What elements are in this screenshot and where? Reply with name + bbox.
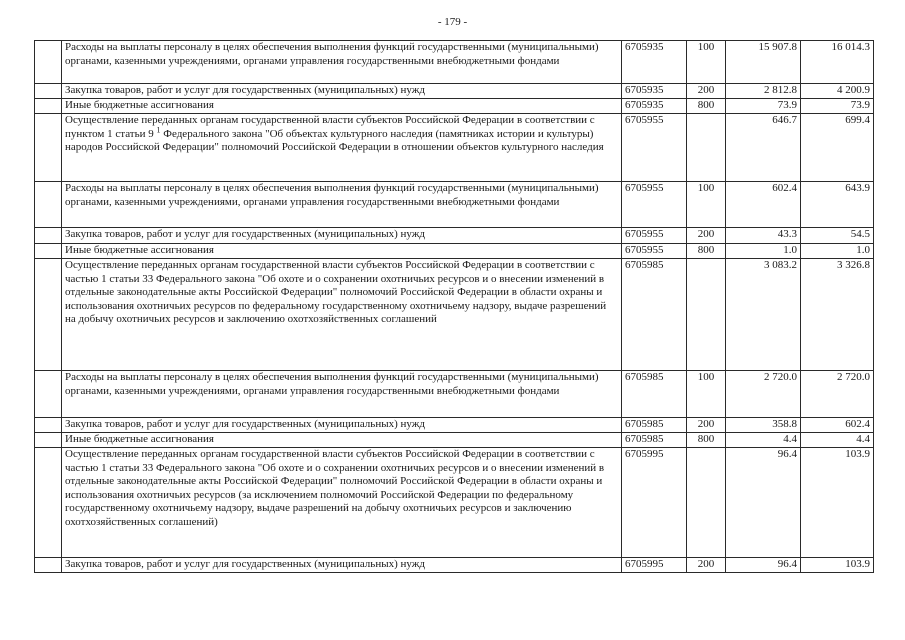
expense-name: Закупка товаров, работ и услуг для государственных (муниципальных) нужд	[62, 558, 622, 573]
expense-type	[687, 114, 726, 182]
expense-type: 200	[687, 228, 726, 244]
expense-type: 200	[687, 558, 726, 573]
blank-cell	[35, 433, 62, 448]
target-code: 6705955	[622, 182, 687, 228]
table-row	[35, 448, 874, 558]
expense-name	[62, 114, 622, 182]
target-code: 6705955	[622, 244, 687, 259]
expense-name: Расходы на выплаты персоналу в целях обеспечения выполнения функций государственными (муниципальными) органами, казенными учреждениями, органами управления государственными внебюджетными фондами	[62, 41, 622, 84]
amount-2: 602.4	[801, 418, 874, 433]
target-code: 6705985	[622, 418, 687, 433]
amount-2: 54.5	[801, 228, 874, 244]
amount-1: 43.3	[726, 228, 801, 244]
blank-cell	[35, 259, 62, 371]
table-row	[35, 558, 874, 573]
amount-2: 103.9	[801, 558, 874, 573]
amount-1: 2 812.8	[726, 84, 801, 99]
target-code: 6705985	[622, 259, 687, 371]
amount-2: 103.9	[801, 448, 874, 558]
table-row	[35, 433, 874, 448]
blank-cell	[35, 418, 62, 433]
table-row	[35, 371, 874, 418]
table-row	[35, 84, 874, 99]
target-code: 6705985	[622, 371, 687, 418]
table-row	[35, 99, 874, 114]
blank-cell	[35, 182, 62, 228]
amount-1: 1.0	[726, 244, 801, 259]
amount-2: 699.4	[801, 114, 874, 182]
target-code: 6705955	[622, 114, 687, 182]
table-row	[35, 114, 874, 182]
expense-name-part: Осуществление переданных органам государственной власти субъектов Российской Федерации в соответствии с пунктом 1 статьи 9	[65, 114, 595, 140]
target-code: 6705995	[622, 558, 687, 573]
blank-cell	[35, 84, 62, 99]
blank-cell	[35, 244, 62, 259]
amount-1: 96.4	[726, 558, 801, 573]
amount-1: 15 907.8	[726, 41, 801, 84]
table-row	[35, 244, 874, 259]
budget-table	[34, 40, 874, 573]
page-number: - 179 -	[437, 16, 468, 28]
expense-name: Расходы на выплаты персоналу в целях обеспечения выполнения функций государственными (муниципальными) органами, казенными учреждениями, органами управления государственными внебюджетными фондами	[62, 182, 622, 228]
amount-1: 73.9	[726, 99, 801, 114]
expense-name: Иные бюджетные ассигнования	[62, 433, 622, 448]
table-row	[35, 228, 874, 244]
target-code: 6705935	[622, 84, 687, 99]
expense-type: 200	[687, 418, 726, 433]
amount-1: 2 720.0	[726, 371, 801, 418]
target-code: 6705935	[622, 41, 687, 84]
target-code: 6705955	[622, 228, 687, 244]
expense-name: Иные бюджетные ассигнования	[62, 99, 622, 114]
expense-name: Осуществление переданных органам государственной власти субъектов Российской Федерации в соответствии с частью 1 статьи 33 Федерального закона "Об охоте и о сохранении охотничьих ресурсов и о внесении изменений в отдельные законодательные акты Российской Федерации" полномочий Российской Федерации в области охраны и использования охотничьих ресурсов (за исключением полномочий Российской Федерации по федеральному государственному охотничьему надзору, выдаче разрешений на добычу охотничьих ресурсов и заключению охотхозяйственных соглашений)	[62, 448, 622, 558]
amount-2: 643.9	[801, 182, 874, 228]
amount-1: 646.7	[726, 114, 801, 182]
blank-cell	[35, 114, 62, 182]
expense-type: 100	[687, 41, 726, 84]
expense-name: Иные бюджетные ассигнования	[62, 244, 622, 259]
amount-2: 4.4	[801, 433, 874, 448]
expense-name: Закупка товаров, работ и услуг для государственных (муниципальных) нужд	[62, 84, 622, 99]
expense-name-part: Федерального закона "Об объектах культурного наследия (памятниках истории и культуры) народов Российской Федерации" полномочий Российской Федерации в отношении объектов культурного наследия	[65, 127, 604, 153]
blank-cell	[35, 448, 62, 558]
blank-cell	[35, 558, 62, 573]
table-row	[35, 182, 874, 228]
blank-cell	[35, 371, 62, 418]
expense-name: Закупка товаров, работ и услуг для государственных (муниципальных) нужд	[62, 418, 622, 433]
expense-type	[687, 448, 726, 558]
amount-1: 602.4	[726, 182, 801, 228]
target-code: 6705995	[622, 448, 687, 558]
blank-cell	[35, 41, 62, 84]
amount-2: 4 200.9	[801, 84, 874, 99]
amount-1: 96.4	[726, 448, 801, 558]
amount-2: 3 326.8	[801, 259, 874, 371]
amount-1: 4.4	[726, 433, 801, 448]
expense-type: 100	[687, 371, 726, 418]
expense-name: Расходы на выплаты персоналу в целях обеспечения выполнения функций государственными (муниципальными) органами, казенными учреждениями, органами управления государственными внебюджетными фондами	[62, 371, 622, 418]
amount-2: 73.9	[801, 99, 874, 114]
target-code: 6705985	[622, 433, 687, 448]
blank-cell	[35, 99, 62, 114]
superscript-index: 1	[156, 124, 161, 134]
blank-cell	[35, 228, 62, 244]
expense-type: 100	[687, 182, 726, 228]
table-row	[35, 41, 874, 84]
amount-2: 2 720.0	[801, 371, 874, 418]
amount-2: 16 014.3	[801, 41, 874, 84]
expense-type: 800	[687, 99, 726, 114]
expense-type: 800	[687, 433, 726, 448]
amount-1: 358.8	[726, 418, 801, 433]
amount-1: 3 083.2	[726, 259, 801, 371]
expense-name: Осуществление переданных органам государственной власти субъектов Российской Федерации в соответствии с частью 1 статьи 33 Федерального закона "Об охоте и о сохранении охотничьих ресурсов и о внесении изменений в отдельные законодательные акты Российской Федерации" полномочий Российской Федерации в области охраны и использования охотничьих ресурсов по федеральному государственному охотничьему надзору, выдаче разрешений на добычу охотничьих ресурсов и заключению охотхозяйственных соглашений	[62, 259, 622, 371]
table-row	[35, 259, 874, 371]
amount-2: 1.0	[801, 244, 874, 259]
expense-type: 200	[687, 84, 726, 99]
expense-name: Закупка товаров, работ и услуг для государственных (муниципальных) нужд	[62, 228, 622, 244]
expense-type	[687, 259, 726, 371]
target-code: 6705935	[622, 99, 687, 114]
expense-type: 800	[687, 244, 726, 259]
table-row	[35, 418, 874, 433]
